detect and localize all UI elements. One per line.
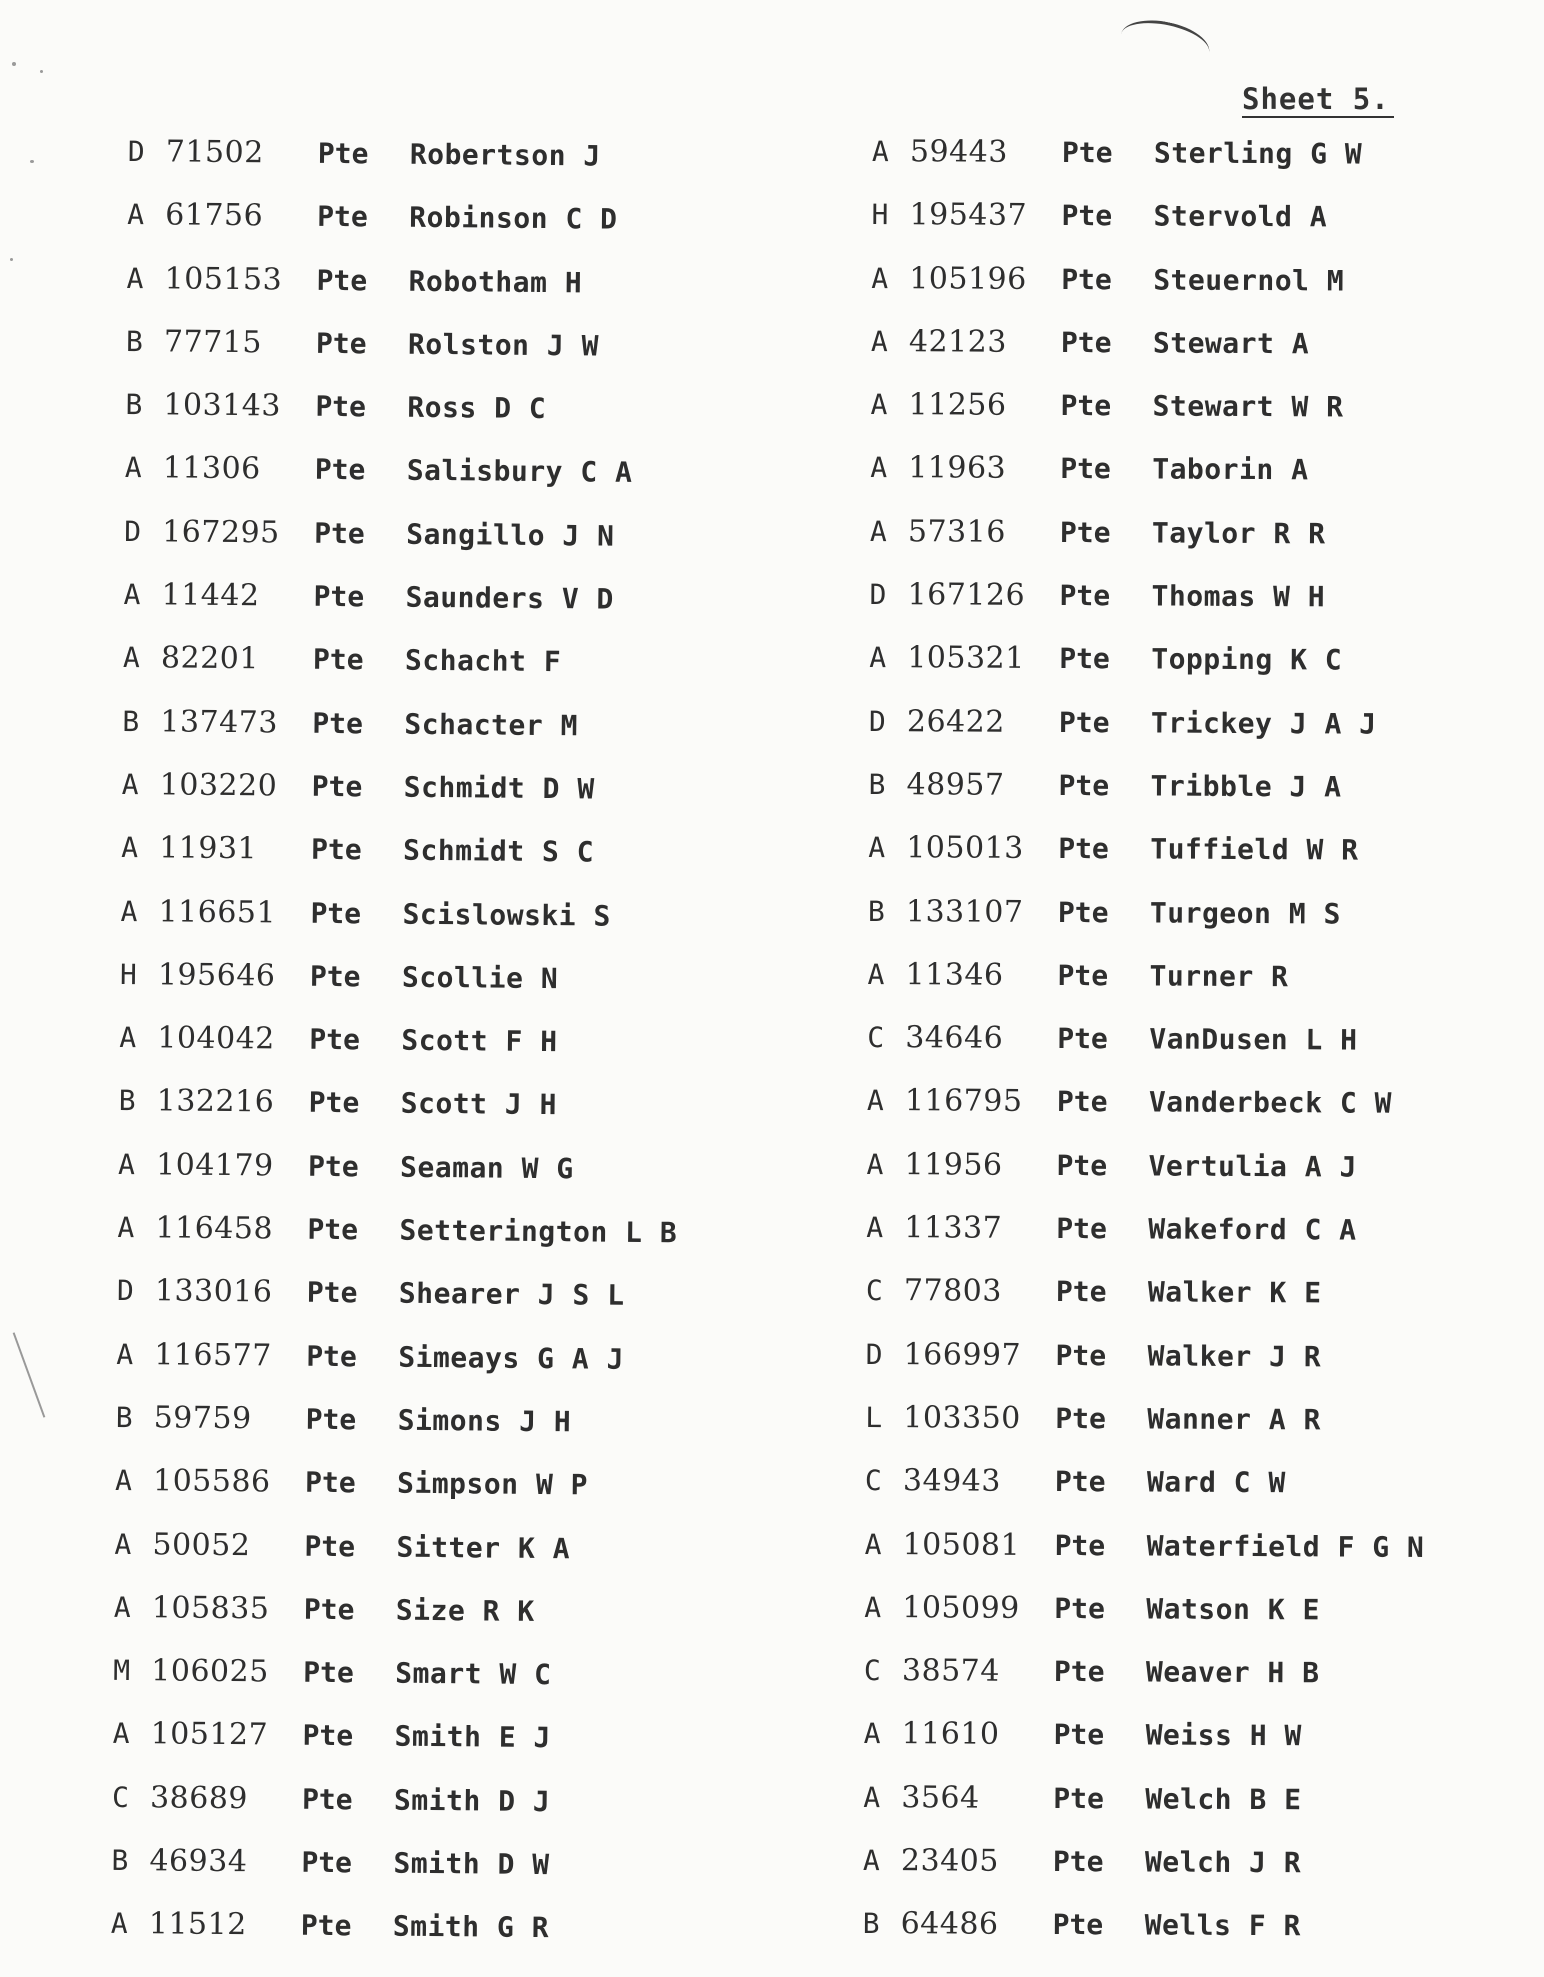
soldier-name: Welch B E [1145,1782,1302,1816]
roll-entry [119,958,820,1028]
company-letter: M [113,1654,131,1688]
roll-entry [862,1907,1544,1974]
roll-entry [867,958,1544,1025]
soldier-name: Robinson C D [409,201,618,236]
roll-entry [125,388,826,458]
service-number: 34943 [902,1463,1001,1499]
paper-mark [13,1332,46,1417]
soldier-name: Setterington L B [399,1213,678,1250]
company-letter: A [864,1527,882,1561]
service-number: 116458 [155,1210,274,1247]
soldier-name: Taylor R R [1151,516,1326,551]
service-number: 116795 [904,1083,1023,1120]
soldier-name: Steuernol M [1153,263,1345,298]
service-number: 195646 [157,957,276,994]
soldier-name: Simons J H [397,1403,572,1439]
company-letter: D [865,1337,883,1371]
service-number: 71502 [165,134,264,171]
rank: Pte [309,959,361,994]
roll-entry [122,705,823,775]
company-letter: A [123,578,141,612]
roll-entry [863,1781,1544,1848]
company-letter: B [111,1843,129,1878]
rank: Pte [1056,1085,1108,1119]
service-number: 11337 [904,1210,1003,1246]
company-letter: A [114,1527,132,1561]
roll-entry [871,262,1544,329]
rank: Pte [1061,262,1112,296]
soldier-name: Sterling G W [1153,136,1363,171]
roll-entry [117,1211,818,1281]
service-number: 11306 [162,450,261,487]
service-number: 3564 [901,1779,980,1816]
service-number: 133016 [154,1273,273,1310]
company-letter: B [868,767,886,802]
service-number: 82201 [160,640,260,677]
roll-entry [127,198,828,268]
soldier-name: Schacter M [404,707,579,743]
roll-entry [863,1717,1544,1784]
soldier-name: Weiss H W [1145,1718,1302,1753]
rank: Pte [1059,515,1111,550]
service-number: 59443 [909,134,1008,170]
company-letter: A [870,324,888,358]
roll-entry [867,1021,1544,1088]
rank: Pte [1053,1718,1105,1752]
service-number: 103143 [163,387,282,424]
rank: Pte [307,1212,359,1247]
service-number: 104179 [155,1147,274,1184]
soldier-name: Schmidt S C [402,833,595,869]
soldier-name: Stewart W R [1152,389,1344,424]
left-column [110,135,828,1977]
service-number: 105013 [906,830,1024,867]
roll-entry [118,1148,819,1218]
rank: Pte [316,263,368,297]
soldier-name: Robotham H [408,264,583,299]
soldier-name: Tribble J A [1150,769,1342,804]
soldier-name: Seaman W G [399,1150,574,1186]
soldier-name: Vertulia A J [1148,1149,1357,1184]
rank: Pte [1061,199,1113,233]
service-number: 59759 [153,1400,252,1437]
roll-entry [865,1338,1544,1405]
company-letter: A [864,1590,882,1624]
company-letter: H [119,957,137,991]
company-letter: A [866,1147,884,1181]
service-number: 105153 [164,260,283,298]
soldier-name: Sitter K A [396,1530,571,1565]
service-number: 11442 [161,577,260,614]
roll-entry [114,1527,815,1597]
rank: Pte [1055,1275,1107,1309]
rank: Pte [1061,135,1113,170]
rank: Pte [1055,1338,1107,1372]
rank: Pte [1054,1591,1105,1626]
service-number: 105321 [907,640,1025,677]
company-letter: A [869,641,887,675]
company-letter: A [870,451,888,485]
service-number: 133107 [905,893,1024,930]
roll-entry [118,1084,819,1154]
roll-entry [864,1528,1544,1595]
service-number: 11512 [148,1906,247,1943]
roll-entry [869,578,1544,645]
service-number: 77715 [163,324,263,361]
service-number: 137473 [160,704,279,741]
rank: Pte [306,1339,358,1373]
roll-entry [871,325,1544,392]
roll-entry [126,262,827,332]
soldier-name: Smart W C [395,1656,552,1692]
company-letter: D [869,578,887,612]
company-letter: A [113,1590,131,1624]
roll-entry [112,1717,813,1787]
rank: Pte [1053,1655,1105,1689]
service-number: 103350 [903,1400,1021,1436]
company-letter: C [867,1021,885,1055]
pen-mark [1117,13,1214,74]
service-number: 11610 [901,1716,1000,1753]
company-letter: A [862,1843,880,1878]
company-letter: A [866,1211,884,1245]
service-number: 11956 [904,1146,1003,1183]
roll-entry [864,1591,1544,1658]
roll-entry [126,325,827,395]
roll-entry [123,578,824,648]
soldier-name: Trickey J A J [1150,706,1377,741]
roll-entry [869,641,1544,708]
rank: Pte [301,1845,353,1880]
service-number: 105835 [151,1590,270,1627]
service-number: 103220 [159,767,278,804]
service-number: 166997 [903,1336,1022,1373]
soldier-name: Shearer J S L [398,1276,625,1313]
company-letter: A [122,641,140,675]
company-letter: A [117,1210,135,1245]
roll-entry [121,831,822,901]
rank: Pte [1056,1148,1108,1182]
soldier-name: Schacht F [404,644,562,679]
rank: Pte [1056,1212,1107,1246]
company-letter: A [120,831,139,865]
service-number: 132216 [156,1083,275,1120]
soldier-name: Smith E J [394,1720,552,1755]
rank: Pte [313,579,365,614]
roll-entry [871,198,1544,265]
rank: Pte [304,1465,356,1500]
roll-entry [866,1274,1544,1341]
rank: Pte [1058,832,1109,866]
service-number: 167126 [907,577,1026,613]
roll-entry [866,1148,1544,1215]
company-letter: A [863,1780,881,1814]
soldier-name: Sangillo J N [406,517,615,553]
company-letter: B [862,1907,880,1941]
roll-entry [111,1844,812,1914]
rank: Pte [310,833,362,867]
soldier-name: Thomas W H [1151,579,1326,614]
roll-entry [124,515,825,585]
service-number: 11256 [908,387,1007,423]
soldier-name: Wanner A R [1147,1402,1321,1437]
soldier-name: Weaver H B [1145,1655,1320,1690]
company-letter: B [125,388,143,422]
speck-mark [10,258,13,261]
company-letter: A [126,261,144,295]
rank: Pte [311,769,363,804]
company-letter: B [867,894,885,928]
company-letter: A [121,767,139,802]
rank: Pte [1057,958,1109,993]
roll-entry [865,1401,1544,1468]
rank: Pte [1060,325,1112,360]
roll-entry [863,1844,1544,1911]
company-letter: A [870,388,888,422]
rank: Pte [1058,705,1110,739]
soldier-name: Watson K E [1146,1592,1320,1627]
rank: Pte [303,1655,354,1690]
service-number: 11963 [908,450,1007,487]
service-number: 195437 [909,197,1028,234]
rank: Pte [302,1719,354,1753]
rank: Pte [1054,1465,1106,1499]
soldier-name: Stewart A [1152,326,1310,361]
rank: Pte [310,896,362,930]
soldier-name: Smith D J [393,1783,551,1818]
rank: Pte [1058,768,1110,803]
rank: Pte [1060,389,1112,423]
company-letter: A [867,957,885,991]
service-number: 23405 [900,1843,999,1879]
rank: Pte [1052,1844,1104,1879]
rank: Pte [1052,1908,1104,1942]
soldier-name: Stervold A [1153,199,1328,234]
roll-entry [867,1084,1544,1151]
service-number: 26422 [906,703,1005,740]
rank: Pte [1060,452,1111,486]
soldier-name: Waterfield F G N [1146,1528,1425,1564]
roll-entry [870,451,1544,518]
roll-entry [864,1654,1544,1721]
rank: Pte [308,1086,360,1120]
roll-entry [870,515,1544,582]
rank: Pte [307,1149,359,1184]
company-letter: L [865,1400,883,1435]
roll-entry [115,1401,816,1471]
soldier-name: Scollie N [401,960,559,996]
right-column [862,135,1544,1974]
sheet-label: Sheet 5. [1242,82,1394,118]
service-number: 11346 [905,957,1004,993]
rank: Pte [305,1402,357,1437]
rank: Pte [309,1022,361,1057]
company-letter: A [127,198,145,232]
soldier-name: Welch J R [1144,1845,1302,1880]
company-letter: A [863,1717,881,1751]
soldier-name: Ross D C [407,390,547,426]
roll-entry [110,1907,811,1977]
speck-mark [30,160,34,163]
rank: Pte [315,326,367,361]
roll-entry [113,1654,814,1724]
roll-entry [868,831,1544,898]
roll-entry [123,641,824,711]
rank: Pte [315,389,367,424]
company-letter: C [863,1654,881,1688]
rank: Pte [1054,1528,1106,1562]
service-number: 77803 [903,1273,1002,1310]
soldier-name: Scislowski S [402,897,611,933]
roll-entry [868,895,1544,962]
rank: Pte [314,516,365,551]
soldier-name: Scott F H [401,1023,558,1059]
service-number: 106025 [151,1653,269,1690]
rank: Pte [1059,579,1111,613]
company-letter: A [114,1464,133,1498]
roll-entry [121,768,822,838]
soldier-name: Vanderbeck C W [1148,1085,1393,1121]
company-letter: B [115,1400,133,1435]
company-letter: A [116,1337,134,1371]
company-letter: A [866,1084,884,1118]
soldier-name: Saunders V D [405,580,615,616]
company-letter: A [110,1907,128,1941]
service-number: 50052 [152,1526,251,1563]
roll-entry [866,1211,1544,1278]
roll-entry [115,1464,816,1534]
service-number: 38689 [149,1780,249,1816]
soldier-name: Wells F R [1144,1908,1301,1943]
company-letter: D [116,1274,134,1308]
service-number: 105081 [902,1526,1021,1563]
company-letter: D [124,514,142,548]
service-number: 116577 [154,1336,272,1374]
service-number: 167295 [162,514,280,551]
roll-entry [872,135,1544,202]
roll-entry [127,135,828,205]
company-letter: H [871,198,889,232]
roll-entry [865,1464,1544,1531]
company-letter: A [112,1717,130,1751]
company-letter: A [119,1021,137,1055]
service-number: 104042 [157,1020,276,1057]
soldier-name: Tuffield W R [1150,832,1359,867]
soldier-name: Simpson W P [396,1466,589,1502]
soldier-name: Scott J H [400,1087,558,1122]
company-letter: B [118,1084,136,1118]
service-number: 105099 [902,1590,1020,1626]
rank: Pte [1053,1781,1104,1815]
soldier-name: Smith G R [392,1909,550,1945]
speck-mark [40,70,43,73]
service-number: 46934 [149,1843,248,1880]
company-letter: C [865,1274,883,1308]
company-letter: B [122,704,140,738]
soldier-name: Wakeford C A [1148,1212,1357,1247]
rank: Pte [306,1276,358,1310]
service-number: 34646 [905,1020,1004,1056]
soldier-name: Topping K C [1151,642,1343,677]
company-letter: A [120,894,138,928]
roll-entry [124,451,825,521]
soldier-name: Rolston J W [407,327,600,363]
company-letter: A [124,451,142,485]
speck-mark [12,62,16,66]
service-number: 57316 [907,513,1006,550]
company-letter: A [871,135,889,169]
rank: Pte [1057,895,1109,929]
company-letter: B [125,324,144,359]
roll-entry [116,1338,817,1408]
soldier-name: Smith D W [393,1846,550,1882]
service-number: 116651 [158,893,277,931]
roll-entry [116,1274,817,1344]
company-letter: A [868,831,886,865]
rank: Pte [1059,642,1110,676]
company-letter: D [868,704,886,738]
roll-entry [869,705,1544,772]
soldier-name: Robertson J [409,137,601,173]
roll-entry [112,1781,813,1851]
roll-entry [870,388,1544,455]
roll-entry [868,768,1544,835]
rank: Pte [312,706,364,740]
company-letter: A [871,261,889,295]
company-letter: A [869,514,887,548]
rank: Pte [304,1529,356,1563]
service-number: 11931 [158,830,258,867]
service-number: 105196 [909,260,1027,297]
service-number: 48957 [906,767,1005,803]
soldier-name: Walker K E [1147,1275,1322,1310]
rank: Pte [303,1592,355,1627]
service-number: 42123 [908,324,1007,360]
company-letter: D [127,135,145,169]
soldier-name: VanDusen L H [1149,1022,1358,1057]
soldier-name: Turgeon M S [1149,896,1341,931]
soldier-name: Walker J R [1147,1339,1322,1374]
company-letter: C [864,1464,882,1498]
rank: Pte [300,1909,352,1943]
rank: Pte [317,136,369,171]
rank: Pte [317,200,368,234]
rank: Pte [1055,1401,1106,1436]
company-letter: A [117,1147,136,1181]
roll-entry [113,1591,814,1661]
soldier-name: Size R K [395,1593,535,1628]
soldier-name: Salisbury C A [406,454,633,490]
soldier-name: Simeays G A J [398,1340,625,1376]
soldier-name: Turner R [1149,959,1289,994]
soldier-name: Schmidt D W [403,770,595,806]
soldier-name: Ward C W [1146,1465,1286,1500]
roll-entry [119,1021,820,1091]
rank: Pte [314,453,366,487]
company-letter: C [111,1780,130,1814]
service-number: 105586 [152,1463,271,1500]
rank: Pte [312,643,364,677]
service-number: 105127 [150,1716,269,1753]
rank: Pte [1057,1022,1108,1056]
service-number: 61756 [165,197,264,234]
service-number: 38574 [901,1653,1000,1689]
soldier-name: Taborin A [1152,452,1309,487]
rank: Pte [301,1782,353,1816]
service-number: 64486 [900,1906,999,1942]
roll-entry [120,895,821,965]
